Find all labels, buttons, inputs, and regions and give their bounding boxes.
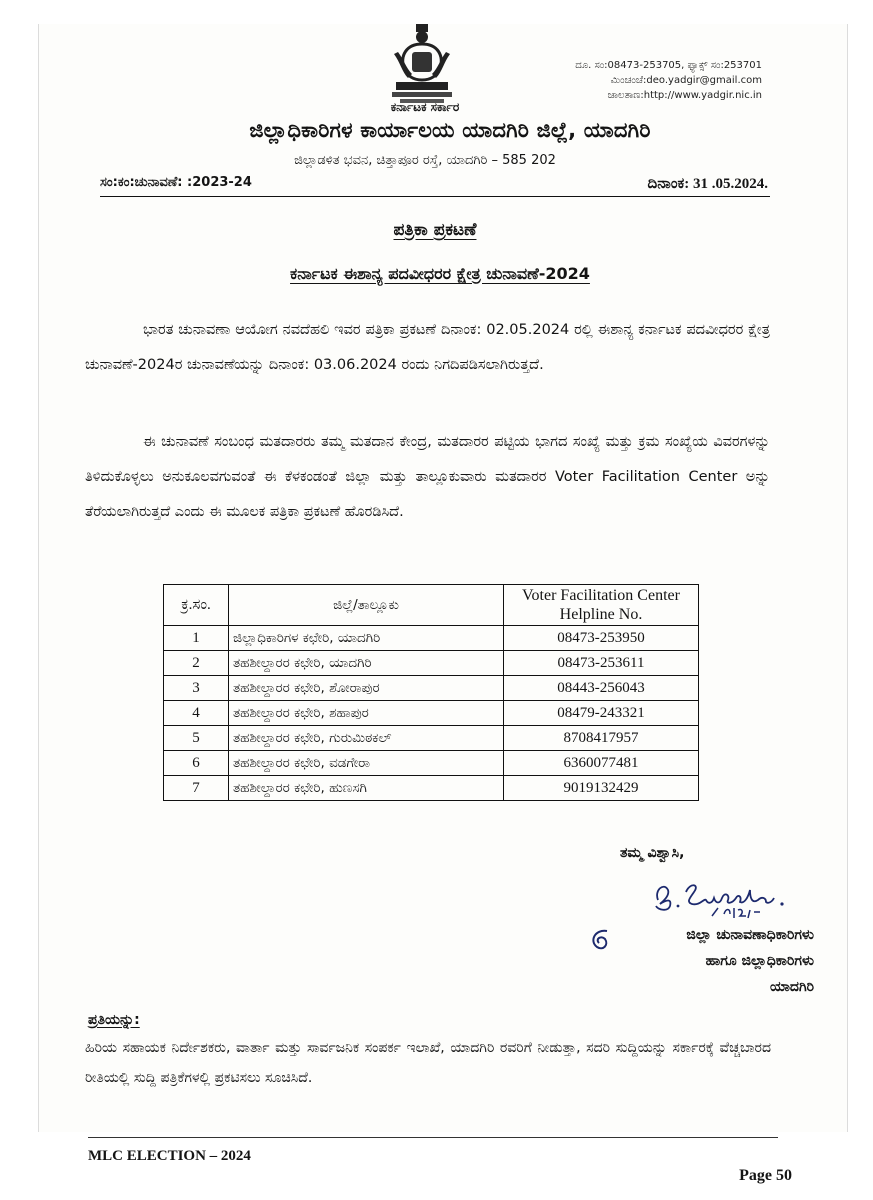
subject-heading: ಕರ್ನಾಟಕ ಈಶಾನ್ಯ ಪದವೀಧರರ ಕ್ಷೇತ್ರ ಚುನಾವಣೆ-2024 [290, 264, 590, 283]
row-phone: 08473-253611 [504, 651, 699, 676]
helpline-table [163, 584, 699, 801]
designation-line-3: ಯಾದಗಿರಿ [769, 979, 814, 995]
body-paragraph-2: ಈ ಚುನಾವಣೆ ಸಂಬಂಧ ಮತದಾರರು ತಮ್ಮ ಮತದಾನ ಕೇಂದ್ರ, ಮತದಾರರ ಪಟ್ಟಿಯ ಭಾಗದ ಸಂಖ್ಯೆ ಮತ್ತು ಕ್ರಮ ಸಂಖ್ಯೆಯ ವಿವರಗಳನ್ನು ತಿಳಿದುಕೊಳ್ಳಲು ಅನುಕೂಲವಗುವಂತೆ ಈ ಕೆಳಕಂಡಂತೆ ಜಿಲ್ಲಾ ಮತ್ತು ತಾಲ್ಲೂಕುವಾರು ಮತದಾರರ Voter Facilitation Center ಅನ್ನು ತೆರೆಯಲಾಗಿರುತ್ತದೆ ಎಂದು ಈ ಮೂಲಕ ಪತ್ರಿಕಾ ಪ್ರಕಟಣೆ ಹೊರಡಿಸಿದೆ. [85, 434, 770, 520]
table-header-row [164, 585, 699, 626]
row-serial: 5 [164, 726, 229, 751]
footer-divider [88, 1137, 778, 1138]
karnataka-emblem-icon [386, 24, 458, 106]
table-row [164, 676, 699, 701]
row-office: ಜಿಲ್ಲಾಧಿಕಾರಿಗಳ ಕಛೇರಿ, ಯಾದಗಿರಿ [229, 626, 504, 651]
row-phone: 08479-243321 [504, 701, 699, 726]
header-serial: ಕ್ರ.ಸಂ. [164, 585, 229, 626]
row-serial: 2 [164, 651, 229, 676]
closing-salutation: ತಮ್ಮ ವಿಶ್ವಾಸಿ, [620, 845, 685, 861]
contact-phone: ದೂ. ಸಂ:08473-253705, ಫ್ಯಾಕ್ಸ್ ಸಂ:253701 [575, 60, 762, 71]
table-row [164, 651, 699, 676]
row-office: ತಹಶೀಲ್ದಾರರ ಕಛೇರಿ, ಶೋರಾಪುರ [229, 676, 504, 701]
row-office: ತಹಶೀಲ್ದಾರರ ಕಛೇರಿ, ವಡಗೇರಾ [229, 751, 504, 776]
press-release-heading: ಪತ್ರಿಕಾ ಪ್ರಕಟಣೆ [393, 220, 477, 240]
reference-number: ಸಂ:ಕಂ:ಚುನಾವಣೆ: :2023-24 [100, 175, 252, 190]
copy-to-text: ಹಿರಿಯ ಸಹಾಯಕ ನಿರ್ದೇಶಕರು, ವಾರ್ತಾ ಮತ್ತು ಸಾರ್ವಜನಿಕ ಸಂಪರ್ಕ ಇಲಾಖೆ, ಯಾದಗಿರಿ ರವರಿಗೆ ನೀಡುತ್ತಾ, ಸದರಿ ಸುದ್ದಿಯನ್ನು ಸರ್ಕಾರಕ್ಕೆ ವೆಚ್ಚಬಾರದ ರೀತಿಯಲ್ಲಿ ಸುದ್ದಿ ಪತ್ರಿಕೆಗಳಲ್ಲಿ ಪ್ರಕಟಿಸಲು ಸೂಚಿಸಿದೆ. [85, 1040, 771, 1086]
letterhead-divider [100, 196, 770, 197]
handwritten-signature [650, 868, 800, 928]
table-row [164, 701, 699, 726]
table-row [164, 726, 699, 751]
table-row [164, 751, 699, 776]
contact-email: ಮಿಂಚಂಚೆ:deo.yadgir@gmail.com [610, 75, 762, 86]
office-name: ಜಿಲ್ಲಾಧಿಕಾರಿಗಳ ಕಾರ್ಯಾಲಯ ಯಾದಗಿರಿ ಜಿಲ್ಲೆ, ಯಾದಗಿರಿ [249, 118, 651, 142]
letter-date: ದಿನಾಂಕ: 31 .05.2024. [647, 176, 768, 192]
row-serial: 7 [164, 776, 229, 801]
copy-to-heading: ಪ್ರತಿಯನ್ನು: [88, 1012, 140, 1028]
footer-label: MLC ELECTION – 2024 [88, 1148, 251, 1164]
row-serial: 3 [164, 676, 229, 701]
row-office: ತಹಶೀಲ್ದಾರರ ಕಛೇರಿ, ಯಾದಗಿರಿ [229, 651, 504, 676]
designation-line-1: ಜಿಲ್ಲಾ ಚುನಾವಣಾಧಿಕಾರಿಗಳು [686, 927, 814, 943]
page-number: Page 50 [739, 1167, 792, 1184]
designation-block [590, 922, 814, 1000]
row-office: ತಹಶೀಲ್ದಾರರ ಕಛೇರಿ, ಗುರುಮಿಠಕಲ್ [229, 726, 504, 751]
row-phone: 6360077481 [504, 751, 699, 776]
row-office: ತಹಶೀಲ್ದಾರರ ಕಛೇರಿ, ಹುಣಸಗಿ [229, 776, 504, 801]
row-serial: 1 [164, 626, 229, 651]
body-paragraph-1: ಭಾರತ ಚುನಾವಣಾ ಆಯೋಗ ನವದೆಹಲಿ ಇವರ ಪತ್ರಿಕಾ ಪ್ರಕಟಣೆ ದಿನಾಂಕ: 02.05.2024 ರಲ್ಲಿ ಈಶಾನ್ಯ ಕರ್ನಾಟಕ ಪದವೀಧರರ ಕ್ಷೇತ್ರ ಚುನಾವಣೆ-2024ರ ಚುನಾವಣೆಯನ್ನು ದಿನಾಂಕ: 03.06.2024 ರಂದು ನಿಗದಿಪಡಿಸಲಾಗಿರುತ್ತದೆ. [85, 322, 770, 373]
contact-website: ಜಾಲತಾಣ:http://www.yadgir.nic.in [607, 90, 762, 101]
row-phone: 08443-256043 [504, 676, 699, 701]
table-row [164, 626, 699, 651]
row-office: ತಹಶೀಲ್ದಾರರ ಕಛೇರಿ, ಶಹಾಪುರ [229, 701, 504, 726]
reference-row [100, 175, 768, 195]
header-helpline: Voter Facilitation Center Helpline No. [504, 585, 699, 626]
table-row [164, 776, 699, 801]
row-phone: 08473-253950 [504, 626, 699, 651]
office-address: ಜಿಲ್ಲಾಡಳಿತ ಭವನ, ಚಿತ್ತಾಪೂರ ರಸ್ತೆ, ಯಾದಗಿರಿ – 585 202 [294, 153, 556, 168]
designation-line-2: ಹಾಗೂ ಜಿಲ್ಲಾಧಿಕಾರಿಗಳು [705, 953, 814, 969]
row-phone: 9019132429 [504, 776, 699, 801]
header-office: ಜಿಲ್ಲೆ/ತಾಲ್ಲೂಕು [229, 585, 504, 626]
contact-block [520, 58, 762, 103]
row-serial: 4 [164, 701, 229, 726]
row-phone: 8708417957 [504, 726, 699, 751]
row-serial: 6 [164, 751, 229, 776]
government-title: ಕರ್ನಾಟಕ ಸರ್ಕಾರ [390, 100, 460, 114]
